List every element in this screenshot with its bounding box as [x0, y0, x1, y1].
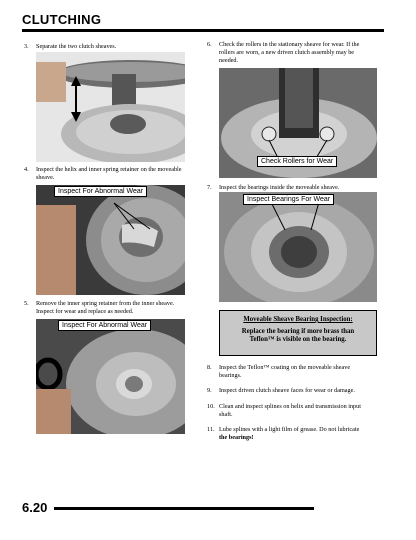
- step-text-continued: bearings.: [219, 372, 242, 379]
- bearing-inspection-note: [219, 310, 377, 356]
- note-title: Moveable Sheave Bearing Inspection:: [243, 316, 353, 323]
- step-8: [207, 364, 385, 380]
- step-number: 6.: [207, 41, 212, 48]
- photo-spring-retainer: [36, 319, 185, 434]
- callout-inspect-bearings: Inspect Bearings For Wear: [243, 194, 334, 205]
- spring-retainer-illustration: [36, 319, 185, 434]
- step-text: Lube splines with a light film of grease. Do not lubricate: [219, 426, 360, 433]
- step-4: [24, 166, 204, 182]
- helix-inspection-illustration: [36, 185, 185, 295]
- step-6: [207, 41, 385, 65]
- step-text: Inspect the helix and inner spring retainer on the moveable: [36, 166, 182, 173]
- step-number: 7.: [207, 184, 212, 191]
- step-number: 5.: [24, 300, 29, 307]
- step-number: 3.: [24, 43, 29, 50]
- step-text: Separate the two clutch sheaves.: [36, 43, 117, 50]
- photo-moveable-bearings: [219, 192, 377, 302]
- note-line: Replace the bearing if more brass than: [241, 328, 355, 335]
- step-text: Remove the inner spring retainer from the inner sheave.: [36, 300, 175, 307]
- step-text-continued: Inspect for wear and replace as needed.: [36, 308, 134, 315]
- step-text: Inspect the bearings inside the moveable sheave.: [219, 184, 340, 191]
- step-5: [24, 300, 204, 316]
- step-number: 10.: [207, 403, 215, 410]
- step-10: [207, 403, 385, 419]
- step-text-continued: the bearings!: [219, 434, 254, 441]
- step-text-continued: shaft.: [219, 411, 233, 418]
- page-number: 6.20: [22, 500, 48, 515]
- step-number: 9.: [207, 387, 212, 394]
- step-number: 4.: [24, 166, 29, 173]
- photo-helix-inspection: [36, 185, 185, 295]
- note-line: Teflon™ is visible on the bearing.: [249, 336, 347, 343]
- step-number: 8.: [207, 364, 212, 371]
- step-number: 11.: [207, 426, 215, 433]
- step-text-continued: sheave.: [36, 174, 55, 181]
- step-text-continued: rollers are worn, a new driven clutch assembly may be: [219, 49, 355, 56]
- photo-stationary-rollers: [219, 68, 377, 178]
- step-text: Inspect driven clutch sheave faces for wear or damage.: [219, 387, 355, 394]
- separate-sheaves-illustration: [36, 52, 185, 162]
- moveable-bearings-illustration: [219, 192, 377, 302]
- step-text: Inspect the Teflon™ coating on the moveable sheave: [219, 364, 351, 371]
- page-header-title: CLUTCHING: [22, 12, 102, 27]
- footer-rule: [54, 507, 314, 510]
- callout-abnormal-wear: Inspect For Abnormal Wear: [58, 320, 151, 331]
- step-text-continued: needed.: [219, 57, 239, 64]
- photo-separate-sheaves: [36, 52, 185, 162]
- callout-check-rollers: Check Rollers for Wear: [257, 156, 337, 167]
- header-rule: [22, 29, 384, 32]
- step-text: Clean and inspect splines on helix and transmission input: [219, 403, 361, 410]
- callout-abnormal-wear: Inspect For Abnormal Wear: [54, 186, 147, 197]
- step-text: Check the rollers in the stationary sheave for wear. If the: [219, 41, 360, 48]
- step-11: [207, 426, 385, 442]
